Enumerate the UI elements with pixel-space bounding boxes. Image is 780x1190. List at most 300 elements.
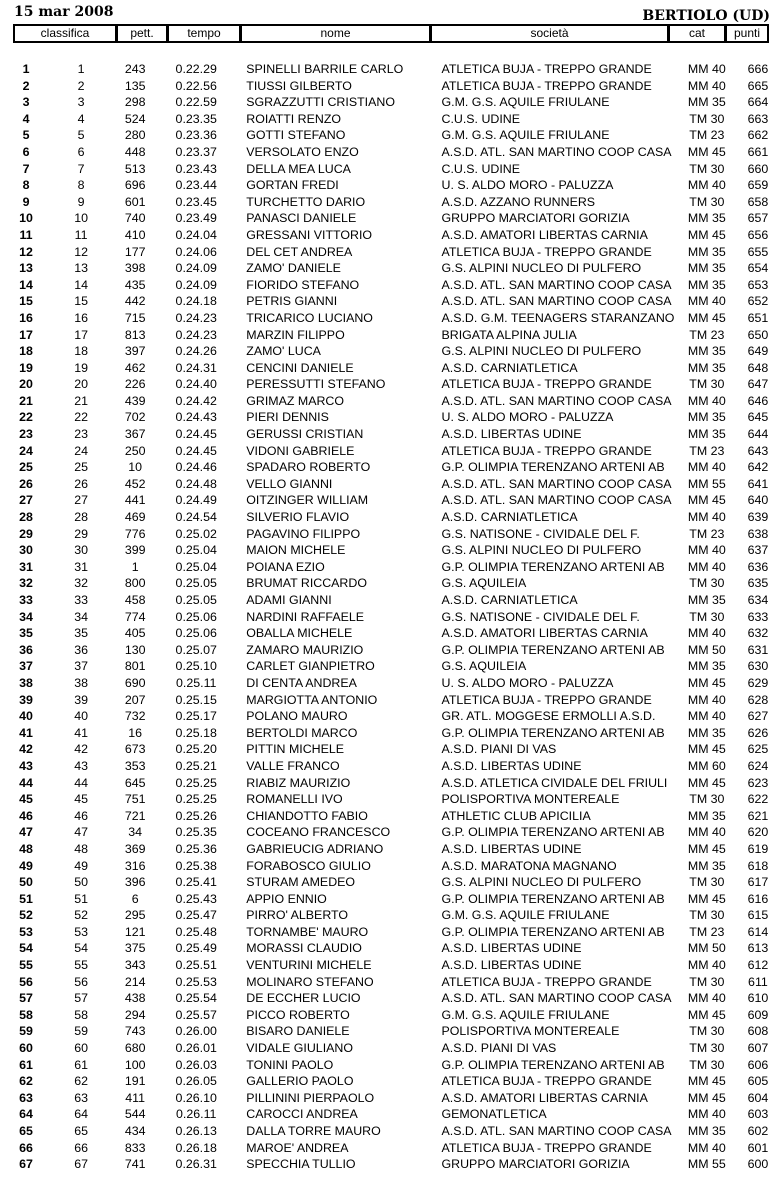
category-cell: TM 30 bbox=[689, 1041, 725, 1056]
athlete-name-cell: TONINI PAOLO bbox=[246, 1057, 334, 1072]
column-header-classifica: classifica bbox=[15, 26, 115, 41]
category-cell: MM 45 bbox=[687, 144, 726, 159]
rank-cell: 34 bbox=[74, 609, 88, 624]
athlete-name-cell: GRESSANI VITTORIO bbox=[246, 227, 373, 242]
athlete-name-cell: GORTAN FREDI bbox=[246, 178, 339, 193]
bib-number-cell: 1 bbox=[131, 559, 139, 574]
athlete-name-cell: PIRRO' ALBERTO bbox=[246, 908, 349, 923]
athlete-name-cell: PITTIN MICHELE bbox=[246, 742, 345, 757]
position-cell: 51 bbox=[19, 891, 33, 906]
table-row bbox=[0, 443, 780, 460]
points-cell: 616 bbox=[747, 891, 769, 906]
position-cell: 13 bbox=[19, 261, 33, 276]
time-cell: 0.26.05 bbox=[175, 1074, 217, 1089]
table-row bbox=[0, 1023, 780, 1040]
position-cell: 28 bbox=[19, 510, 33, 525]
rank-cell: 67 bbox=[74, 1157, 88, 1172]
position-cell: 33 bbox=[19, 593, 33, 607]
rank-cell: 33 bbox=[74, 593, 88, 607]
time-cell: 0.26.03 bbox=[175, 1057, 217, 1072]
category-cell: MM 35 bbox=[687, 95, 726, 110]
club-cell: G.M. G.S. AQUILE FRIULANE bbox=[441, 128, 610, 143]
athlete-name-cell: BERTOLDI MARCO bbox=[246, 725, 358, 740]
table-row bbox=[0, 692, 780, 709]
club-cell: G.P. OLIMPIA TERENZANO ARTENI AB bbox=[441, 891, 665, 906]
category-cell: TM 30 bbox=[689, 875, 725, 890]
position-cell: 44 bbox=[19, 775, 33, 790]
table-row bbox=[0, 675, 780, 692]
points-cell: 601 bbox=[747, 1140, 769, 1155]
points-cell: 658 bbox=[747, 194, 769, 209]
athlete-name-cell: ROIATTI RENZO bbox=[246, 111, 342, 126]
position-cell: 19 bbox=[19, 360, 33, 375]
bib-number-cell: 442 bbox=[124, 294, 146, 309]
position-cell: 8 bbox=[22, 178, 30, 193]
table-row bbox=[0, 658, 780, 675]
bib-number-cell: 280 bbox=[124, 128, 146, 143]
time-cell: 0.23.43 bbox=[175, 161, 217, 176]
club-cell: A.S.D. AMATORI LIBERTAS CARNIA bbox=[441, 626, 648, 641]
table-row bbox=[0, 161, 780, 178]
position-cell: 30 bbox=[19, 543, 33, 558]
rank-cell: 36 bbox=[74, 642, 88, 657]
time-cell: 0.25.47 bbox=[175, 908, 217, 923]
time-cell: 0.24.23 bbox=[175, 327, 217, 342]
table-row bbox=[0, 61, 780, 78]
position-cell: 67 bbox=[19, 1157, 33, 1172]
position-cell: 4 bbox=[22, 111, 30, 126]
athlete-name-cell: MARZIN FILIPPO bbox=[246, 327, 345, 342]
club-cell: G.S. AQUILEIA bbox=[441, 576, 527, 591]
table-row bbox=[0, 924, 780, 941]
points-cell: 645 bbox=[747, 410, 769, 425]
category-cell: MM 35 bbox=[687, 659, 726, 674]
rank-cell: 45 bbox=[74, 792, 88, 807]
table-row bbox=[0, 426, 780, 443]
bib-number-cell: 438 bbox=[124, 991, 146, 1006]
bib-number-cell: 411 bbox=[125, 1090, 146, 1105]
table-row bbox=[0, 376, 780, 393]
athlete-name-cell: POLANO MAURO bbox=[246, 709, 348, 724]
bib-number-cell: 801 bbox=[124, 659, 146, 674]
page-header bbox=[14, 4, 770, 22]
club-cell: ATLETICA BUJA - TREPPO GRANDE bbox=[441, 1074, 652, 1089]
position-cell: 49 bbox=[19, 858, 33, 873]
bib-number-cell: 721 bbox=[124, 808, 146, 823]
bib-number-cell: 16 bbox=[128, 725, 143, 740]
points-cell: 632 bbox=[747, 626, 769, 641]
column-header-punti: punti bbox=[727, 26, 767, 41]
bib-number-cell: 741 bbox=[124, 1157, 146, 1172]
position-cell: 12 bbox=[19, 244, 33, 259]
table-row bbox=[0, 725, 780, 742]
time-cell: 0.25.02 bbox=[175, 526, 217, 541]
position-cell: 38 bbox=[19, 675, 33, 690]
club-cell: U. S. ALDO MORO - PALUZZA bbox=[441, 410, 614, 425]
points-cell: 641 bbox=[747, 476, 769, 491]
rank-cell: 66 bbox=[74, 1140, 88, 1155]
points-cell: 625 bbox=[747, 742, 769, 757]
club-cell: A.S.D. ATL. SAN MARTINO COOP CASA bbox=[441, 294, 672, 309]
category-cell: TM 30 bbox=[689, 377, 725, 392]
rank-cell: 10 bbox=[74, 211, 88, 226]
category-cell: MM 40 bbox=[687, 709, 726, 724]
table-row bbox=[0, 874, 780, 891]
table-row bbox=[0, 824, 780, 841]
table-row bbox=[0, 194, 780, 211]
category-cell: MM 35 bbox=[687, 593, 726, 607]
club-cell: A.S.D. ATL. SAN MARTINO COOP CASA bbox=[441, 476, 672, 491]
column-header-pettorale: pett. bbox=[118, 26, 166, 41]
time-cell: 0.25.18 bbox=[175, 725, 217, 740]
club-cell: GRUPPO MARCIATORI GORIZIA bbox=[441, 211, 630, 226]
table-row bbox=[0, 758, 780, 775]
table-row bbox=[0, 459, 780, 476]
table-row bbox=[0, 111, 780, 128]
table-row bbox=[0, 144, 780, 161]
club-cell: A.S.D. ATL. SAN MARTINO COOP CASA bbox=[441, 991, 672, 1006]
position-cell: 65 bbox=[19, 1124, 33, 1138]
position-cell: 20 bbox=[19, 377, 33, 392]
club-cell: A.S.D. CARNIATLETICA bbox=[441, 510, 578, 525]
points-cell: 648 bbox=[747, 360, 769, 375]
athlete-name-cell: DI CENTA ANDREA bbox=[246, 675, 357, 690]
time-cell: 0.24.49 bbox=[175, 493, 217, 508]
club-cell: G.P. OLIMPIA TERENZANO ARTENI AB bbox=[441, 1057, 665, 1072]
time-cell: 0.25.11 bbox=[176, 675, 217, 690]
rank-cell: 63 bbox=[74, 1090, 88, 1105]
points-cell: 607 bbox=[747, 1041, 769, 1056]
rank-cell: 29 bbox=[74, 526, 88, 541]
rank-cell: 30 bbox=[74, 543, 88, 558]
rank-cell: 44 bbox=[74, 775, 88, 790]
table-row bbox=[0, 642, 780, 659]
table-row bbox=[0, 592, 780, 609]
athlete-name-cell: SGRAZZUTTI CRISTIANO bbox=[246, 95, 395, 110]
athlete-name-cell: VALLE FRANCO bbox=[246, 758, 340, 773]
points-cell: 623 bbox=[747, 775, 769, 790]
category-cell: MM 45 bbox=[687, 742, 726, 757]
column-header-tempo: tempo bbox=[169, 26, 239, 41]
table-row bbox=[0, 940, 780, 957]
position-cell: 39 bbox=[19, 692, 33, 707]
time-cell: 0.25.43 bbox=[175, 891, 217, 906]
points-cell: 620 bbox=[747, 825, 769, 840]
time-cell: 0.26.31 bbox=[175, 1157, 217, 1172]
time-cell: 0.24.45 bbox=[175, 427, 217, 442]
athlete-name-cell: GERUSSI CRISTIAN bbox=[246, 427, 364, 442]
athlete-name-cell: CARLET GIANPIETRO bbox=[246, 659, 375, 674]
club-cell: POLISPORTIVA MONTEREALE bbox=[441, 792, 620, 807]
category-cell: MM 35 bbox=[687, 277, 726, 292]
rank-cell: 42 bbox=[74, 742, 88, 757]
athlete-name-cell: SPINELLI BARRILE CARLO bbox=[246, 62, 404, 76]
position-cell: 24 bbox=[19, 443, 33, 458]
points-cell: 664 bbox=[747, 95, 769, 110]
points-cell: 661 bbox=[747, 144, 769, 159]
category-cell: MM 35 bbox=[687, 261, 726, 276]
club-cell: ATLETICA BUJA - TREPPO GRANDE bbox=[441, 1140, 652, 1155]
results-body bbox=[0, 61, 780, 1173]
club-cell: GRUPPO MARCIATORI GORIZIA bbox=[441, 1157, 630, 1172]
bib-number-cell: 435 bbox=[124, 277, 146, 292]
rank-cell: 3 bbox=[77, 95, 85, 110]
points-cell: 652 bbox=[747, 294, 769, 309]
category-cell: MM 40 bbox=[687, 294, 726, 309]
position-cell: 56 bbox=[19, 974, 33, 989]
points-cell: 611 bbox=[748, 974, 768, 989]
points-cell: 630 bbox=[747, 659, 769, 674]
athlete-name-cell: TRICARICO LUCIANO bbox=[246, 310, 373, 325]
points-cell: 619 bbox=[747, 841, 769, 856]
time-cell: 0.25.05 bbox=[175, 576, 217, 591]
table-row bbox=[0, 127, 780, 144]
bib-number-cell: 405 bbox=[124, 626, 146, 641]
points-cell: 614 bbox=[747, 924, 769, 939]
category-cell: TM 30 bbox=[689, 609, 725, 624]
category-cell: MM 45 bbox=[687, 1090, 726, 1105]
club-cell: G.S. ALPINI NUCLEO DI PULFERO bbox=[441, 344, 642, 359]
athlete-name-cell: BISARO DANIELE bbox=[246, 1024, 350, 1039]
club-cell: A.S.D. MARATONA MAGNANO bbox=[441, 858, 617, 873]
position-cell: 43 bbox=[19, 758, 33, 773]
club-cell: A.S.D. LIBERTAS UDINE bbox=[441, 427, 582, 442]
category-cell: MM 40 bbox=[687, 178, 726, 193]
category-cell: MM 40 bbox=[687, 958, 726, 973]
bib-number-cell: 207 bbox=[124, 692, 146, 707]
category-cell: MM 45 bbox=[687, 841, 726, 856]
category-cell: TM 23 bbox=[689, 327, 725, 342]
position-cell: 40 bbox=[19, 709, 33, 724]
athlete-name-cell: CHIANDOTTO FABIO bbox=[246, 808, 368, 823]
points-cell: 609 bbox=[747, 1007, 769, 1022]
position-cell: 29 bbox=[19, 526, 33, 541]
points-cell: 650 bbox=[747, 327, 769, 342]
athlete-name-cell: OITZINGER WILLIAM bbox=[246, 493, 369, 508]
rank-cell: 24 bbox=[74, 443, 88, 458]
category-cell: MM 40 bbox=[687, 825, 726, 840]
position-cell: 18 bbox=[19, 344, 33, 359]
category-cell: TM 30 bbox=[689, 792, 725, 807]
rank-cell: 19 bbox=[74, 360, 88, 375]
position-cell: 46 bbox=[19, 808, 33, 823]
bib-number-cell: 696 bbox=[124, 178, 146, 193]
category-cell: TM 30 bbox=[689, 111, 725, 126]
rank-cell: 47 bbox=[74, 825, 88, 840]
bib-number-cell: 294 bbox=[124, 1007, 146, 1022]
rank-cell: 50 bbox=[74, 875, 88, 890]
bib-number-cell: 743 bbox=[124, 1024, 146, 1039]
category-cell: TM 23 bbox=[689, 526, 725, 541]
athlete-name-cell: PETRIS GIANNI bbox=[246, 294, 338, 309]
rank-cell: 46 bbox=[74, 808, 88, 823]
athlete-name-cell: VERSOLATO ENZO bbox=[246, 144, 359, 159]
rank-cell: 16 bbox=[74, 310, 88, 325]
table-row bbox=[0, 78, 780, 95]
position-cell: 22 bbox=[19, 410, 33, 425]
athlete-name-cell: TORNAMBE' MAURO bbox=[246, 924, 369, 939]
club-cell: G.S. ALPINI NUCLEO DI PULFERO bbox=[441, 875, 642, 890]
position-cell: 59 bbox=[19, 1024, 33, 1039]
points-cell: 605 bbox=[747, 1074, 769, 1089]
club-cell: ATHLETIC CLUB APICILIA bbox=[441, 808, 591, 823]
points-cell: 663 bbox=[747, 111, 769, 126]
position-cell: 45 bbox=[19, 792, 33, 807]
bib-number-cell: 601 bbox=[124, 194, 146, 209]
time-cell: 0.24.31 bbox=[175, 360, 217, 375]
bib-number-cell: 135 bbox=[124, 78, 146, 93]
table-row bbox=[0, 1040, 780, 1057]
table-row bbox=[0, 327, 780, 344]
athlete-name-cell: ZAMO' DANIELE bbox=[246, 261, 341, 276]
club-cell: ATLETICA BUJA - TREPPO GRANDE bbox=[441, 377, 652, 392]
category-cell: MM 40 bbox=[687, 1107, 726, 1122]
time-cell: 0.26.13 bbox=[175, 1124, 217, 1138]
bib-number-cell: 243 bbox=[124, 62, 146, 76]
bib-number-cell: 645 bbox=[124, 775, 146, 790]
points-cell: 610 bbox=[747, 991, 769, 1006]
points-cell: 653 bbox=[747, 277, 769, 292]
rank-cell: 55 bbox=[74, 958, 88, 973]
points-cell: 646 bbox=[747, 393, 769, 408]
position-cell: 31 bbox=[19, 559, 33, 574]
athlete-name-cell: DELLA MEA LUCA bbox=[246, 161, 351, 176]
points-cell: 615 bbox=[747, 908, 769, 923]
bib-number-cell: 813 bbox=[124, 327, 146, 342]
category-cell: MM 35 bbox=[687, 858, 726, 873]
time-cell: 0.25.25 bbox=[175, 775, 217, 790]
points-cell: 612 bbox=[747, 958, 769, 973]
time-cell: 0.24.09 bbox=[175, 261, 217, 276]
category-cell: MM 35 bbox=[687, 1124, 726, 1138]
athlete-name-cell: VIDONI GABRIELE bbox=[246, 443, 355, 458]
rank-cell: 37 bbox=[74, 659, 88, 674]
position-cell: 16 bbox=[19, 310, 33, 325]
bib-number-cell: 448 bbox=[124, 144, 146, 159]
category-cell: TM 23 bbox=[689, 443, 725, 458]
time-cell: 0.24.40 bbox=[175, 377, 217, 392]
athlete-name-cell: NARDINI RAFFAELE bbox=[246, 609, 365, 624]
time-cell: 0.23.49 bbox=[175, 211, 217, 226]
points-cell: 656 bbox=[747, 227, 769, 242]
club-cell: G.S. NATISONE - CIVIDALE DEL F. bbox=[441, 526, 640, 541]
athlete-name-cell: VELLO GIANNI bbox=[246, 476, 333, 491]
bib-number-cell: 399 bbox=[124, 543, 146, 558]
table-row bbox=[0, 609, 780, 626]
bib-number-cell: 452 bbox=[124, 476, 146, 491]
bib-number-cell: 10 bbox=[128, 460, 143, 475]
points-cell: 608 bbox=[747, 1024, 769, 1039]
athlete-name-cell: RIABIZ MAURIZIO bbox=[246, 775, 351, 790]
club-cell: ATLETICA BUJA - TREPPO GRANDE bbox=[441, 443, 652, 458]
bib-number-cell: 130 bbox=[124, 642, 146, 657]
table-row bbox=[0, 177, 780, 194]
athlete-name-cell: FIORIDO STEFANO bbox=[246, 277, 360, 292]
rank-cell: 53 bbox=[74, 924, 88, 939]
time-cell: 0.24.45 bbox=[175, 443, 217, 458]
club-cell: A.S.D. PIANI DI VAS bbox=[441, 1041, 557, 1056]
points-cell: 636 bbox=[747, 559, 769, 574]
position-cell: 34 bbox=[19, 609, 33, 624]
bib-number-cell: 343 bbox=[124, 958, 146, 973]
points-cell: 654 bbox=[747, 261, 769, 276]
bib-number-cell: 316 bbox=[124, 858, 146, 873]
table-row bbox=[0, 1057, 780, 1074]
time-cell: 0.25.04 bbox=[175, 543, 217, 558]
table-row bbox=[0, 990, 780, 1007]
rank-cell: 35 bbox=[74, 626, 88, 641]
club-cell: A.S.D. LIBERTAS UDINE bbox=[441, 841, 582, 856]
position-cell: 66 bbox=[19, 1140, 33, 1155]
club-cell: G.M. G.S. AQUILE FRIULANE bbox=[441, 95, 610, 110]
rank-cell: 12 bbox=[74, 244, 88, 259]
athlete-name-cell: PAGAVINO FILIPPO bbox=[246, 526, 361, 541]
points-cell: 618 bbox=[747, 858, 769, 873]
club-cell: G.P. OLIMPIA TERENZANO ARTENI AB bbox=[441, 725, 665, 740]
rank-cell: 61 bbox=[74, 1057, 88, 1072]
bib-number-cell: 673 bbox=[124, 742, 146, 757]
club-cell: A.S.D. AMATORI LIBERTAS CARNIA bbox=[441, 1090, 648, 1105]
bib-number-cell: 544 bbox=[124, 1107, 146, 1122]
time-cell: 0.23.45 bbox=[175, 194, 217, 209]
club-cell: ATLETICA BUJA - TREPPO GRANDE bbox=[441, 62, 652, 76]
athlete-name-cell: DEL CET ANDREA bbox=[246, 244, 353, 259]
time-cell: 0.26.11 bbox=[176, 1107, 217, 1122]
table-row bbox=[0, 775, 780, 792]
rank-cell: 57 bbox=[74, 991, 88, 1006]
club-cell: A.S.D. CARNIATLETICA bbox=[441, 593, 578, 607]
table-row bbox=[0, 310, 780, 327]
club-cell: A.S.D. PIANI DI VAS bbox=[441, 742, 557, 757]
position-cell: 55 bbox=[19, 958, 33, 973]
athlete-name-cell: COCEANO FRANCESCO bbox=[246, 825, 391, 840]
category-cell: MM 40 bbox=[687, 78, 726, 93]
points-cell: 600 bbox=[747, 1157, 769, 1172]
time-cell: 0.25.36 bbox=[175, 841, 217, 856]
points-cell: 649 bbox=[747, 344, 769, 359]
category-cell: MM 45 bbox=[687, 1007, 726, 1022]
bib-number-cell: 6 bbox=[131, 891, 139, 906]
time-cell: 0.24.54 bbox=[175, 510, 217, 525]
rank-cell: 17 bbox=[74, 327, 88, 342]
category-cell: MM 40 bbox=[687, 626, 726, 641]
rank-cell: 20 bbox=[74, 377, 88, 392]
bib-number-cell: 121 bbox=[124, 924, 146, 939]
athlete-name-cell: TIUSSI GILBERTO bbox=[246, 78, 352, 93]
rank-cell: 6 bbox=[77, 144, 85, 159]
table-row bbox=[0, 891, 780, 908]
bib-number-cell: 462 bbox=[124, 360, 146, 375]
time-cell: 0.24.23 bbox=[175, 310, 217, 325]
table-row bbox=[0, 1140, 780, 1157]
points-cell: 655 bbox=[747, 244, 769, 259]
position-cell: 32 bbox=[19, 576, 33, 591]
time-cell: 0.25.26 bbox=[175, 808, 217, 823]
results-table bbox=[0, 61, 780, 1173]
time-cell: 0.24.09 bbox=[175, 277, 217, 292]
position-cell: 5 bbox=[22, 128, 30, 143]
rank-cell: 54 bbox=[74, 941, 88, 956]
points-cell: 628 bbox=[747, 692, 769, 707]
table-row bbox=[0, 1073, 780, 1090]
club-cell: BRIGATA ALPINA JULIA bbox=[441, 327, 577, 342]
category-cell: MM 40 bbox=[687, 991, 726, 1006]
category-cell: MM 35 bbox=[687, 244, 726, 259]
category-cell: MM 45 bbox=[687, 310, 726, 325]
column-header-bar bbox=[13, 24, 769, 43]
position-cell: 10 bbox=[19, 211, 33, 226]
position-cell: 57 bbox=[19, 991, 33, 1006]
